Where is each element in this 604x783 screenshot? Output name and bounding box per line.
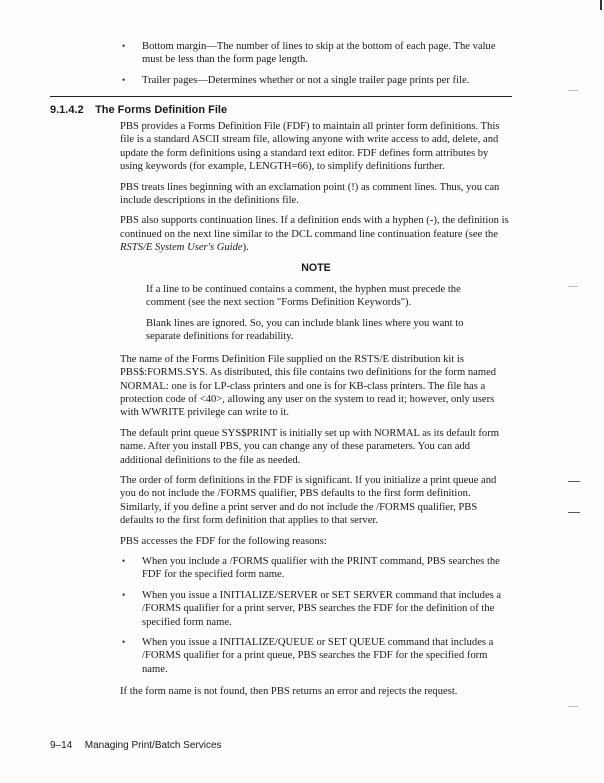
footer-title: Managing Print/Batch Services: [84, 740, 222, 751]
paragraph: PBS provides a Forms Definition File (FDF) to maintain all printer form definitions. This file is a standard ASCII stream file, allowing anyone with write access to add, delete, and update the form definitions using a standard text editor. FDF defines form attributes by using keywords (for example, LENGTH=66), to simplify definitions further.: [120, 121, 500, 173]
list-item: • When you issue a INITIALIZE/SERVER or SET SERVER command that includes a /FORMS qualifier for a print server, PBS searches the FDF for the definition of the specified form name.: [122, 589, 502, 628]
section-number: 9.1.4.2: [50, 104, 84, 116]
note-box: [120, 283, 512, 344]
margin-mark: [568, 286, 578, 287]
margin-mark: [568, 512, 580, 513]
note-title: NOTE: [301, 261, 331, 274]
list-item: • Bottom margin—The number of lines to skip at the bottom of each page. The value must be less than the form page length.: [122, 41, 496, 66]
section-title: The Forms Definition File: [95, 104, 228, 116]
paragraph: The default print queue SYS$PRINT is initially set up with NORMAL as its default form name. After you install PBS, you can change any of these parameters. You can add additional definitions to the file as needed.: [120, 427, 499, 466]
paragraph: The order of form definitions in the FDF is significant. If you initialize a print queue and you do not include the /FORMS qualifier, PBS defaults to the first form definition. Similarly, if you define a print server and do not include the /FORMS qualifier, PBS defaults to the first form definition that applies to that server.: [120, 474, 497, 527]
note-paragraph: If a line to be continued contains a comment, the hyphen must precede the comment (see the next section "Forms Definition Keywords").: [146, 284, 461, 309]
section-body: [120, 120, 512, 706]
reason-list: [120, 555, 512, 676]
section-rule: [50, 96, 512, 97]
continuation-paragraph: PBS also supports continuation lines. If a definition ends with a hyphen (-), the definition is continued on the next line similar to the DCL command line continuation feature (see the RSTS/E System User's Guide).: [120, 215, 509, 254]
note-paragraph: Blank lines are ignored. So, you can include blank lines where you want to separate definitions for readability.: [146, 317, 464, 343]
list-item: • When you include a /FORMS qualifier with the PRINT command, PBS searches the FDF for the specified form name.: [122, 555, 500, 581]
margin-mark: [568, 706, 578, 707]
top-bullet-list: [120, 40, 512, 94]
paragraph: The name of the Forms Definition File supplied on the RSTS/E distribution kit is PBS$:FORMS.SYS. As distributed, this file contains two definitions for the form named NORMAL: one is for LP-class printers and one is for KB-class printers. The file has a protection code of <40>, allowing any user on the system to read it; however, only users with WWRITE privilege can write to it.: [120, 353, 497, 419]
page-number: 9–14: [50, 740, 73, 751]
paragraph: PBS accesses the FDF for the following reasons:: [120, 535, 327, 547]
section-heading: [50, 104, 227, 116]
list-item: • When you issue a INITIALIZE/QUEUE or SET QUEUE command that includes a /FORMS qualifier for a print queue, PBS searches the FDF for the specified form name.: [122, 637, 494, 675]
scan-corner-mark: [600, 0, 602, 10]
margin-mark: [568, 90, 578, 91]
page-footer: [50, 740, 222, 751]
margin-mark: [568, 481, 580, 482]
closing-paragraph: If the form name is not found, then PBS returns an error and rejects the request.: [120, 686, 458, 698]
reference-title: RSTS/E System User's Guide: [120, 242, 243, 254]
paragraph: PBS treats lines beginning with an exclamation point (!) as comment lines. Thus, you can include descriptions in the definitions file.: [120, 181, 500, 207]
list-item: • Trailer pages—Determines whether or not a single trailer page prints per file.: [122, 74, 470, 86]
